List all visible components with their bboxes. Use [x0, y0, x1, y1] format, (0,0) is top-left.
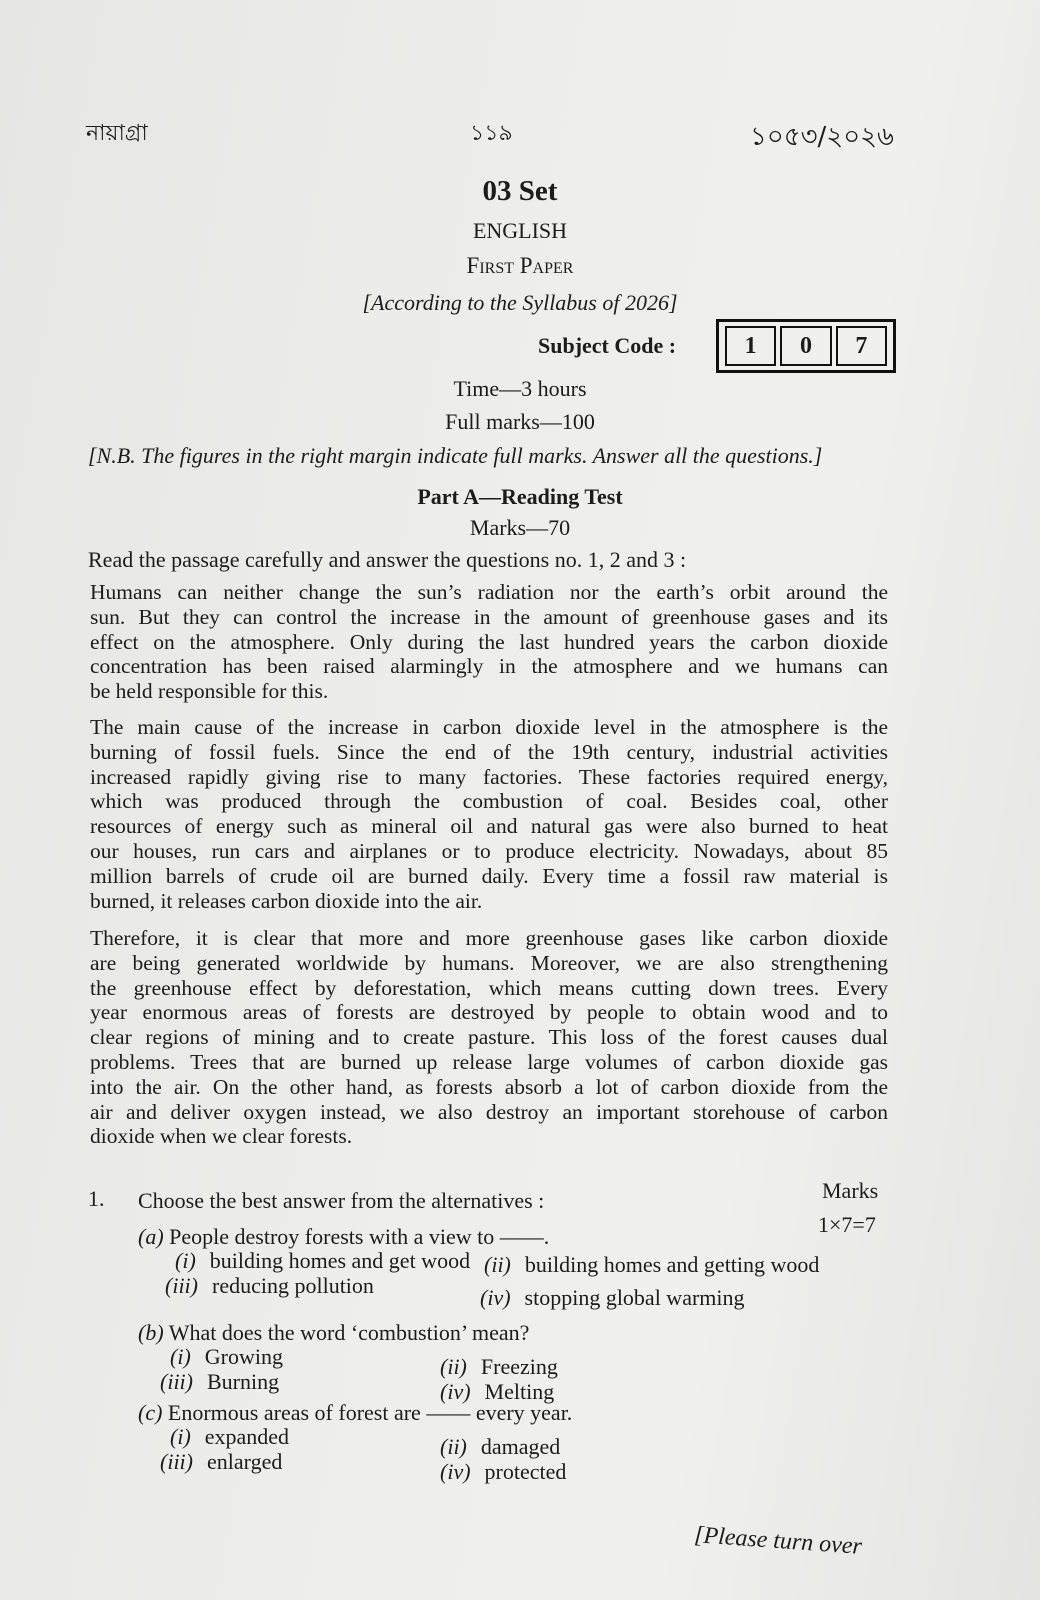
option-label: (ii): [440, 1434, 467, 1459]
option-label: (i): [175, 1248, 196, 1273]
option-label: (iii): [165, 1273, 198, 1298]
passage-paragraph: [90, 580, 888, 704]
passage-line: concentration has been raised alarmingly in the atmosphere and we humans can: [90, 654, 888, 679]
option-text: Burning: [207, 1369, 280, 1394]
part-marks: Marks—70: [469, 515, 571, 540]
answer-option: [165, 1273, 374, 1299]
passage-line: burning of fossil fuels. Since the end of the 19th century, industrial activities: [90, 739, 888, 764]
answer-option: [480, 1285, 745, 1311]
answer-option: [170, 1424, 289, 1450]
item-label: (b): [138, 1320, 164, 1345]
option-text: enlarged: [207, 1449, 283, 1474]
answer-option: [175, 1248, 470, 1274]
subject-code-digit: 0: [780, 326, 831, 366]
question-item: [138, 1320, 529, 1346]
passage-line: our houses, run cars and airplanes or to produce electricity. Nowadays, about 85: [90, 838, 888, 863]
header-center: ১১৯: [470, 121, 513, 146]
passage-line: sun. But they can control the increase in the amount of greenhouse gases and its: [90, 604, 888, 629]
subject-code-label: Subject Code :: [538, 333, 677, 358]
subject-code-digit: 7: [836, 326, 887, 366]
option-label: (iv): [480, 1285, 511, 1310]
item-label: (c): [138, 1400, 163, 1425]
answer-option: [160, 1369, 279, 1395]
item-text: What does the word ‘combustion’ mean?: [168, 1320, 530, 1345]
header-left: নায়াগ্রা: [86, 121, 148, 146]
passage-line: into the air. On the other hand, as forests absorb a lot of carbon dioxide from the: [90, 1074, 888, 1099]
option-text: building homes and get wood: [209, 1248, 471, 1273]
passage-line: Humans can neither change the sun’s radiation nor the earth’s orbit around the: [90, 580, 888, 604]
passage-line: million barrels of crude oil are burned daily. Every time a fossil raw material is: [90, 863, 888, 888]
option-label: (iii): [160, 1449, 193, 1474]
passage-line: resources of energy such as mineral oil and natural gas were also burned to heat: [90, 814, 888, 839]
answer-option: [160, 1449, 282, 1475]
question-item: [138, 1224, 549, 1250]
part-title: Part A—Reading Test: [417, 484, 623, 509]
subject-title: ENGLISH: [472, 218, 568, 243]
nb-note: [N.B. The figures in the right margin indicate full marks. Answer all the questions.]: [88, 443, 823, 468]
item-label: (a): [138, 1224, 164, 1249]
passage-line: effect on the atmosphere. Only during the last hundred years the carbon dioxide: [90, 629, 888, 654]
option-label: (i): [170, 1344, 191, 1369]
option-label: (iii): [160, 1369, 193, 1394]
marks-label: Marks: [822, 1178, 879, 1203]
full-marks: Full marks—100: [445, 409, 595, 434]
item-text: Enormous areas of forest are —— every year.: [167, 1400, 573, 1425]
answer-option: [440, 1434, 560, 1460]
option-text: protected: [484, 1459, 567, 1484]
subject-code-box: [716, 319, 896, 373]
passage-line: problems. Trees that are burned up release large volumes of carbon dioxide gas: [90, 1049, 888, 1074]
answer-option: [484, 1252, 819, 1278]
paper-title: First Paper: [466, 253, 574, 278]
option-label: (iv): [440, 1459, 471, 1484]
passage-line: are being generated worldwide by humans. Moreover, we are also strengthening: [90, 950, 888, 975]
option-text: Freezing: [480, 1354, 558, 1379]
option-label: (ii): [440, 1354, 467, 1379]
footer-note: [Please turn over: [693, 1522, 863, 1560]
option-text: reducing pollution: [212, 1273, 374, 1298]
option-text: building homes and getting wood: [524, 1252, 820, 1277]
option-text: expanded: [204, 1424, 290, 1449]
passage-line: clear regions of mining and to create pasture. This loss of the forest causes dual: [90, 1025, 888, 1050]
passage-line: Therefore, it is clear that more and more greenhouse gases like carbon dioxide: [90, 926, 888, 950]
passage-paragraph: [90, 715, 888, 913]
passage-line: dioxide when we clear forests.: [90, 1124, 353, 1149]
answer-option: [170, 1344, 283, 1370]
option-text: Melting: [484, 1379, 555, 1404]
passage-line: the greenhouse effect by deforestation, which means cutting down trees. Every: [90, 975, 888, 1000]
item-text: People destroy forests with a view to ——.: [169, 1224, 550, 1249]
instruction: Read the passage carefully and answer the questions no. 1, 2 and 3 :: [88, 547, 687, 572]
syllabus-note: [According to the Syllabus of 2026]: [362, 290, 678, 315]
passage-line: The main cause of the increase in carbon dioxide level in the atmosphere is the: [90, 715, 888, 739]
option-text: Growing: [204, 1344, 283, 1369]
option-text: stopping global warming: [524, 1285, 745, 1310]
set-title: 03 Set: [482, 175, 558, 207]
passage-line: which was produced through the combustion of coal. Besides coal, other: [90, 789, 888, 814]
passage-line: burned, it releases carbon dioxide into the air.: [90, 888, 483, 913]
question-number: 1.: [88, 1186, 105, 1211]
option-label: (i): [170, 1424, 191, 1449]
question-text: Choose the best answer from the alternatives :: [138, 1188, 545, 1213]
answer-option: [440, 1459, 566, 1485]
subject-code-digit: 1: [725, 326, 776, 366]
passage-line: increased rapidly giving rise to many factories. These factories required energy,: [90, 764, 888, 789]
passage-line: year enormous areas of forests are destroyed by people to obtain wood and to: [90, 1000, 888, 1025]
passage-paragraph: [90, 926, 888, 1149]
passage-line: air and deliver oxygen instead, we also destroy an important storehouse of carbon: [90, 1099, 888, 1124]
header-right: ১০৫৩/২০২৬: [750, 122, 894, 152]
option-text: damaged: [480, 1434, 561, 1459]
marks-value: 1×7=7: [818, 1212, 876, 1237]
answer-option: [440, 1354, 558, 1380]
passage-line: be held responsible for this.: [90, 679, 329, 704]
option-label: (ii): [484, 1252, 511, 1277]
time: Time—3 hours: [453, 376, 587, 401]
option-label: (iv): [440, 1379, 471, 1404]
question-item: [138, 1400, 572, 1426]
